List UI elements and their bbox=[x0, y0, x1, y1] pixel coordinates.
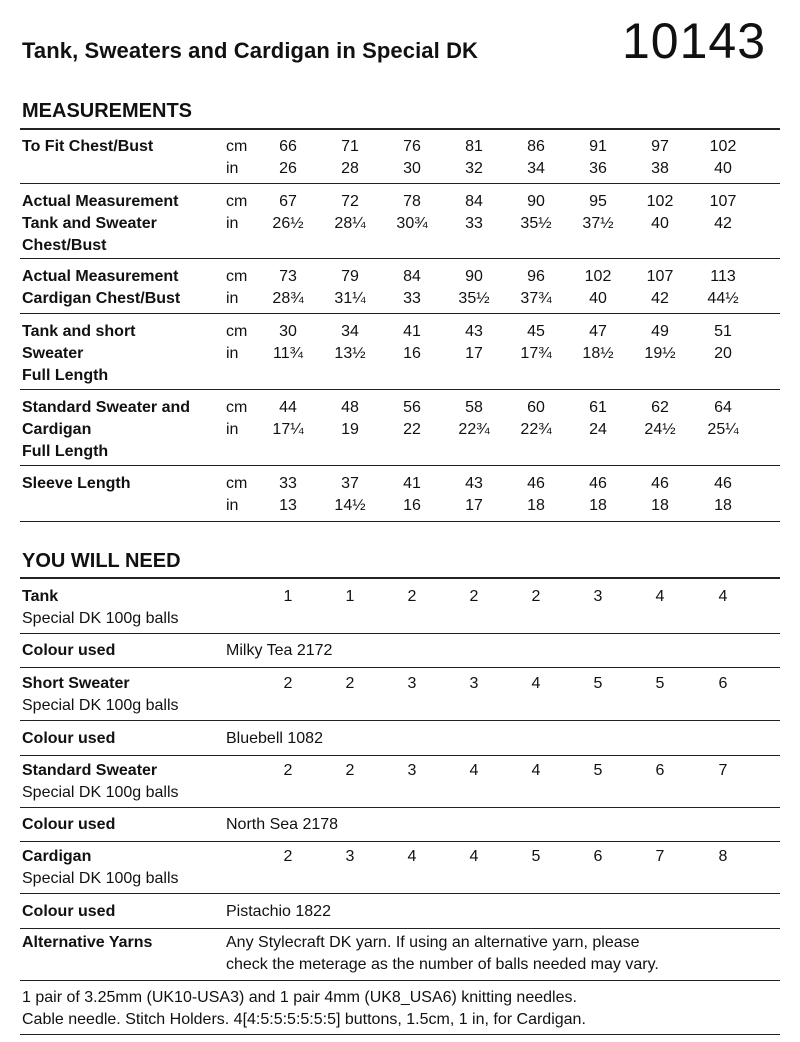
value-cm: 107 bbox=[646, 268, 674, 285]
needles-notions-text bbox=[22, 987, 586, 1031]
value-cm: 67 bbox=[279, 193, 297, 210]
colour-divider bbox=[20, 841, 780, 842]
measurement-label-line: Actual Measurement bbox=[22, 193, 179, 210]
ball-count: 3 bbox=[407, 762, 417, 779]
ball-count: 1 bbox=[283, 588, 293, 605]
colour-used-label: Colour used bbox=[22, 903, 116, 920]
unit-label: in bbox=[226, 215, 239, 232]
ball-count: 5 bbox=[531, 848, 541, 865]
ball-count: 4 bbox=[718, 588, 728, 605]
yarn-item-name: Tank bbox=[22, 588, 59, 605]
alternative-yarns-line: check the meterage as the number of balls needed may vary. bbox=[226, 956, 659, 973]
value-cm: 43 bbox=[465, 323, 483, 340]
ball-count: 3 bbox=[407, 675, 417, 692]
value-cm: 107 bbox=[709, 193, 737, 210]
colour-used-label: Colour used bbox=[22, 816, 116, 833]
value-cm: 91 bbox=[589, 138, 607, 155]
measurement-label bbox=[22, 473, 130, 495]
value-cm: 84 bbox=[403, 268, 421, 285]
yarn-divider bbox=[20, 720, 780, 721]
value-cm: 113 bbox=[710, 268, 736, 285]
pattern-number: 10143 bbox=[622, 13, 767, 69]
measurement-divider bbox=[20, 465, 780, 466]
measurement-units bbox=[226, 136, 247, 180]
value-in: 26½ bbox=[272, 215, 304, 232]
measurement-divider bbox=[20, 313, 780, 314]
yarn-divider bbox=[20, 893, 780, 894]
measurement-label-line: Tank and short bbox=[22, 323, 136, 340]
value-cm: 49 bbox=[651, 323, 669, 340]
yarn-item-sub: Special DK 100g balls bbox=[22, 697, 179, 714]
value-in: 35½ bbox=[520, 215, 552, 232]
value-in: 34 bbox=[527, 160, 545, 177]
value-in: 24½ bbox=[644, 421, 676, 438]
ball-count: 4 bbox=[655, 588, 665, 605]
value-cm: 90 bbox=[465, 268, 483, 285]
measurements-heading: MEASUREMENTS bbox=[22, 100, 193, 122]
value-in: 11¾ bbox=[273, 345, 303, 362]
measurement-label bbox=[22, 136, 153, 158]
unit-label: cm bbox=[226, 475, 248, 492]
value-cm: 95 bbox=[589, 193, 607, 210]
value-in: 32 bbox=[465, 160, 483, 177]
measurement-divider bbox=[20, 258, 780, 259]
you-will-need-heading: YOU WILL NEED bbox=[22, 550, 181, 572]
yarn-item-sub: Special DK 100g balls bbox=[22, 610, 179, 627]
measurement-label bbox=[22, 397, 190, 463]
value-in: 22¾ bbox=[458, 421, 490, 438]
alternative-yarns-line: Any Stylecraft DK yarn. If using an alternative yarn, please bbox=[226, 934, 640, 951]
ball-count: 3 bbox=[345, 848, 355, 865]
ball-count: 2 bbox=[283, 848, 293, 865]
ball-count: 2 bbox=[283, 675, 293, 692]
measurement-label-line: Cardigan Chest/Bust bbox=[22, 290, 181, 307]
yarn-item-sub: Special DK 100g balls bbox=[22, 784, 179, 801]
value-cm: 90 bbox=[527, 193, 545, 210]
yarn-divider bbox=[20, 807, 780, 808]
ball-count: 2 bbox=[407, 588, 417, 605]
notions-line: Cable needle. Stitch Holders. 4[4:5:5:5:5:5:5] buttons, 1.5cm, 1 in, for Cardigan. bbox=[22, 1011, 586, 1028]
ball-count: 3 bbox=[469, 675, 479, 692]
ball-count: 6 bbox=[593, 848, 603, 865]
colour-used-label: Colour used bbox=[22, 730, 116, 747]
value-in: 31¼ bbox=[334, 290, 366, 307]
value-cm: 46 bbox=[589, 475, 607, 492]
unit-label: in bbox=[226, 497, 239, 514]
alternative-divider bbox=[20, 980, 780, 981]
value-in: 17¼ bbox=[272, 421, 304, 438]
value-cm: 79 bbox=[341, 268, 359, 285]
value-cm: 96 bbox=[527, 268, 545, 285]
value-in: 30 bbox=[403, 160, 421, 177]
value-in: 33 bbox=[403, 290, 421, 307]
value-in: 17 bbox=[465, 497, 483, 514]
measurement-label-line: Chest/Bust bbox=[22, 237, 107, 254]
ball-count: 7 bbox=[718, 762, 728, 779]
value-in: 16 bbox=[403, 345, 421, 362]
value-cm: 46 bbox=[651, 475, 669, 492]
measurement-units bbox=[226, 473, 247, 517]
value-in: 19 bbox=[341, 421, 359, 438]
alternative-yarns-label: Alternative Yarns bbox=[22, 934, 153, 951]
measurement-label bbox=[22, 266, 180, 310]
value-in: 25¼ bbox=[707, 421, 739, 438]
unit-label: in bbox=[226, 290, 239, 307]
ball-count: 5 bbox=[655, 675, 665, 692]
value-cm: 71 bbox=[341, 138, 359, 155]
value-cm: 41 bbox=[403, 323, 421, 340]
value-cm: 76 bbox=[403, 138, 421, 155]
value-in: 18 bbox=[714, 497, 732, 514]
value-cm: 72 bbox=[341, 193, 359, 210]
unit-label: cm bbox=[226, 399, 248, 416]
value-cm: 66 bbox=[279, 138, 297, 155]
value-cm: 81 bbox=[465, 138, 483, 155]
measurement-label-line: To Fit Chest/Bust bbox=[22, 138, 154, 155]
value-cm: 45 bbox=[527, 323, 545, 340]
value-in: 40 bbox=[651, 215, 669, 232]
measurement-label-line: Standard Sweater and bbox=[22, 399, 191, 416]
page-title: Tank, Sweaters and Cardigan in Special DK bbox=[22, 38, 479, 63]
value-cm: 46 bbox=[527, 475, 545, 492]
ball-count: 4 bbox=[407, 848, 417, 865]
value-cm: 43 bbox=[465, 475, 483, 492]
value-cm: 51 bbox=[714, 323, 732, 340]
value-cm: 73 bbox=[279, 268, 297, 285]
value-cm: 41 bbox=[403, 475, 421, 492]
yarn-item-sub: Special DK 100g balls bbox=[22, 870, 179, 887]
value-cm: 61 bbox=[589, 399, 607, 416]
value-cm: 102 bbox=[709, 138, 737, 155]
yarn-item-name: Short Sweater bbox=[22, 675, 130, 692]
value-cm: 37 bbox=[341, 475, 359, 492]
measurement-label-line: Full Length bbox=[22, 443, 109, 460]
ball-count: 4 bbox=[531, 675, 541, 692]
ball-count: 4 bbox=[469, 848, 479, 865]
unit-label: in bbox=[226, 345, 239, 362]
measurement-units bbox=[226, 266, 247, 310]
value-cm: 62 bbox=[651, 399, 669, 416]
value-in: 24 bbox=[589, 421, 607, 438]
value-in: 18 bbox=[527, 497, 545, 514]
measurement-divider bbox=[20, 183, 780, 184]
value-in: 26 bbox=[279, 160, 297, 177]
measurement-label-line: Actual Measurement bbox=[22, 268, 179, 285]
measurement-label-line: Tank and Sweater bbox=[22, 215, 157, 232]
yarn-item-name: Standard Sweater bbox=[22, 762, 158, 779]
value-in: 14½ bbox=[334, 497, 366, 514]
ball-count: 5 bbox=[593, 675, 603, 692]
unit-label: cm bbox=[226, 193, 248, 210]
ball-count: 3 bbox=[593, 588, 603, 605]
value-in: 18½ bbox=[582, 345, 614, 362]
value-in: 22¾ bbox=[520, 421, 552, 438]
value-cm: 102 bbox=[646, 193, 674, 210]
alternative-yarns-text bbox=[226, 932, 659, 976]
colour-name: North Sea 2178 bbox=[226, 816, 339, 833]
value-in: 40 bbox=[589, 290, 607, 307]
ball-count: 2 bbox=[469, 588, 479, 605]
unit-label: in bbox=[226, 160, 239, 177]
value-in: 18 bbox=[589, 497, 607, 514]
value-cm: 78 bbox=[403, 193, 421, 210]
measurement-units bbox=[226, 191, 247, 235]
value-cm: 86 bbox=[527, 138, 545, 155]
colour-name: Pistachio 1822 bbox=[226, 903, 331, 920]
measurement-units bbox=[226, 397, 247, 441]
ball-count: 2 bbox=[345, 675, 355, 692]
colour-divider bbox=[20, 928, 780, 929]
measurement-label-line: Sleeve Length bbox=[22, 475, 131, 492]
value-cm: 64 bbox=[714, 399, 732, 416]
colour-divider bbox=[20, 755, 780, 756]
colour-name: Bluebell 1082 bbox=[226, 730, 323, 747]
value-cm: 34 bbox=[341, 323, 359, 340]
value-in: 33 bbox=[465, 215, 483, 232]
value-cm: 60 bbox=[527, 399, 545, 416]
ball-count: 2 bbox=[283, 762, 293, 779]
ball-count: 5 bbox=[593, 762, 603, 779]
value-in: 17¾ bbox=[520, 345, 552, 362]
value-in: 35½ bbox=[458, 290, 490, 307]
value-in: 17 bbox=[465, 345, 483, 362]
measurement-label bbox=[22, 191, 179, 257]
yarn-item-label bbox=[22, 673, 179, 717]
value-cm: 44 bbox=[279, 399, 297, 416]
value-cm: 33 bbox=[279, 475, 297, 492]
value-in: 28¼ bbox=[334, 215, 366, 232]
value-in: 37¾ bbox=[520, 290, 552, 307]
value-in: 42 bbox=[651, 290, 669, 307]
value-cm: 47 bbox=[589, 323, 607, 340]
value-in: 20 bbox=[714, 345, 732, 362]
ball-count: 7 bbox=[655, 848, 665, 865]
value-in: 30¾ bbox=[396, 215, 428, 232]
value-in: 19½ bbox=[644, 345, 676, 362]
value-in: 42 bbox=[714, 215, 732, 232]
value-in: 13 bbox=[279, 497, 297, 514]
value-cm: 97 bbox=[651, 138, 669, 155]
ball-count: 6 bbox=[718, 675, 728, 692]
colour-name: Milky Tea 2172 bbox=[226, 642, 333, 659]
yarn-divider bbox=[20, 633, 780, 634]
value-in: 28 bbox=[341, 160, 359, 177]
measurement-divider bbox=[20, 128, 780, 130]
measurement-label-line: Cardigan bbox=[22, 421, 92, 438]
yarn-item-label bbox=[22, 760, 179, 804]
value-cm: 56 bbox=[403, 399, 421, 416]
value-cm: 102 bbox=[584, 268, 612, 285]
unit-label: in bbox=[226, 421, 239, 438]
value-in: 40 bbox=[714, 160, 732, 177]
ball-count: 8 bbox=[718, 848, 728, 865]
measurement-label-line: Sweater bbox=[22, 345, 84, 362]
measurement-label bbox=[22, 321, 136, 387]
notions-line: 1 pair of 3.25mm (UK10-USA3) and 1 pair 4mm (UK8_USA6) knitting needles. bbox=[22, 989, 577, 1006]
measurement-units bbox=[226, 321, 247, 365]
ball-count: 6 bbox=[655, 762, 665, 779]
value-in: 37½ bbox=[582, 215, 614, 232]
value-cm: 48 bbox=[341, 399, 359, 416]
value-in: 28¾ bbox=[272, 290, 304, 307]
ball-count: 1 bbox=[345, 588, 355, 605]
colour-divider bbox=[20, 667, 780, 668]
measurement-label-line: Full Length bbox=[22, 367, 109, 384]
value-cm: 46 bbox=[714, 475, 732, 492]
value-in: 36 bbox=[589, 160, 607, 177]
ball-count: 4 bbox=[531, 762, 541, 779]
value-in: 18 bbox=[651, 497, 669, 514]
value-in: 16 bbox=[403, 497, 421, 514]
value-in: 38 bbox=[651, 160, 669, 177]
value-cm: 58 bbox=[465, 399, 483, 416]
value-in: 44½ bbox=[707, 290, 739, 307]
unit-label: cm bbox=[226, 323, 248, 340]
value-cm: 30 bbox=[279, 323, 297, 340]
ball-count: 2 bbox=[345, 762, 355, 779]
footer-divider bbox=[20, 1034, 780, 1035]
measurement-divider bbox=[20, 389, 780, 390]
yarn-item-name: Cardigan bbox=[22, 848, 92, 865]
value-cm: 84 bbox=[465, 193, 483, 210]
value-in: 22 bbox=[403, 421, 421, 438]
ball-count: 4 bbox=[469, 762, 479, 779]
yarn-item-label bbox=[22, 846, 179, 890]
yarn-item-label bbox=[22, 586, 179, 630]
you-will-need-divider bbox=[20, 577, 780, 579]
unit-label: cm bbox=[226, 138, 248, 155]
ball-count: 2 bbox=[531, 588, 541, 605]
colour-used-label: Colour used bbox=[22, 642, 116, 659]
value-in: 13½ bbox=[334, 345, 366, 362]
unit-label: cm bbox=[226, 268, 248, 285]
measurement-divider bbox=[20, 521, 780, 522]
